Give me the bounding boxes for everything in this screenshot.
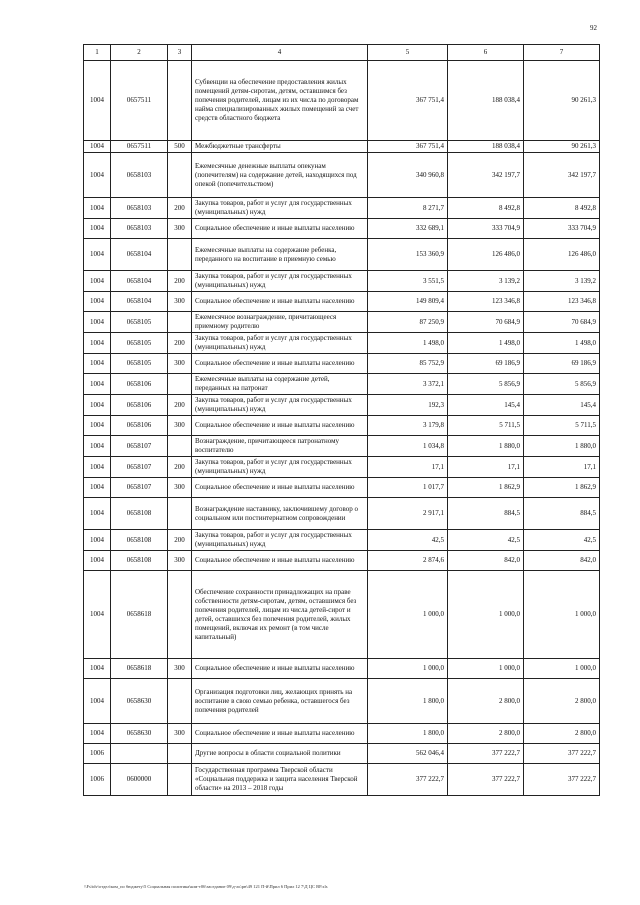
amount-year-2-cell: 145,4 — [448, 395, 524, 416]
amount-year-3-cell: 1 000,0 — [524, 571, 600, 659]
amount-year-1-cell: 3 372,1 — [368, 374, 448, 395]
amount-year-3-cell: 333 704,9 — [524, 219, 600, 239]
amount-year-3-cell: 69 186,9 — [524, 354, 600, 374]
target-article-code-cell: 0658103 — [111, 219, 168, 239]
table-row — [84, 333, 600, 354]
amount-year-1-cell: 1 017,7 — [368, 478, 448, 498]
amount-year-1-cell: 17,1 — [368, 457, 448, 478]
amount-year-2-cell: 342 197,7 — [448, 153, 524, 198]
table-row — [84, 416, 600, 436]
section-code-cell: 1004 — [84, 679, 111, 724]
expense-type-code-cell — [168, 764, 192, 796]
description-cell: Субвенции на обеспечение предоставления жилых помещений детям-сиротам, детям, оставшимся без попечения родителей, лицам из их числа по договорам найма специализированных жилых помещений за счет средств областного бюджета — [192, 61, 368, 141]
amount-year-1-cell: 1 000,0 — [368, 571, 448, 659]
amount-year-3-cell: 123 346,8 — [524, 292, 600, 312]
section-code-cell: 1004 — [84, 416, 111, 436]
amount-year-2-cell: 377 222,7 — [448, 764, 524, 796]
amount-year-2-cell: 842,0 — [448, 551, 524, 571]
section-code-cell: 1006 — [84, 744, 111, 764]
amount-year-3-cell: 377 222,7 — [524, 744, 600, 764]
description-cell: Социальное обеспечение и иные выплаты населению — [192, 478, 368, 498]
description-cell: Ежемесячное вознаграждение, причитающееся приемному родителю — [192, 312, 368, 333]
table-row — [84, 478, 600, 498]
description-cell: Социальное обеспечение и иные выплаты населению — [192, 292, 368, 312]
target-article-code-cell: 0658105 — [111, 312, 168, 333]
amount-year-3-cell: 17,1 — [524, 457, 600, 478]
amount-year-2-cell: 1 880,0 — [448, 436, 524, 457]
target-article-code-cell: 0658104 — [111, 292, 168, 312]
table-row — [84, 659, 600, 679]
expense-type-code-cell: 200 — [168, 271, 192, 292]
description-cell: Социальное обеспечение и иные выплаты населению — [192, 551, 368, 571]
section-code-cell: 1004 — [84, 551, 111, 571]
amount-year-3-cell: 70 684,9 — [524, 312, 600, 333]
amount-year-3-cell: 1 498,0 — [524, 333, 600, 354]
expense-type-code-cell — [168, 153, 192, 198]
target-article-code-cell: 0658108 — [111, 551, 168, 571]
table-row — [84, 457, 600, 478]
target-article-code-cell: 0658108 — [111, 498, 168, 530]
description-cell: Социальное обеспечение и иные выплаты населению — [192, 354, 368, 374]
table-row — [84, 271, 600, 292]
description-cell: Социальное обеспечение и иные выплаты населению — [192, 724, 368, 744]
section-code-cell: 1004 — [84, 198, 111, 219]
expense-type-code-cell: 300 — [168, 551, 192, 571]
description-cell: Ежемесячные выплаты на содержание детей, переданных на патронат — [192, 374, 368, 395]
amount-year-1-cell: 192,3 — [368, 395, 448, 416]
amount-year-1-cell: 42,5 — [368, 530, 448, 551]
description-cell: Закупка товаров, работ и услуг для государственных (муниципальных) нужд — [192, 198, 368, 219]
amount-year-2-cell: 188 038,4 — [448, 61, 524, 141]
expense-type-code-cell — [168, 374, 192, 395]
description-cell: Закупка товаров, работ и услуг для государственных (муниципальных) нужд — [192, 530, 368, 551]
description-cell: Социальное обеспечение и иные выплаты населению — [192, 416, 368, 436]
amount-year-1-cell: 1 034,8 — [368, 436, 448, 457]
target-article-code-cell: 0658105 — [111, 354, 168, 374]
description-cell: Другие вопросы в области социальной политики — [192, 744, 368, 764]
table-row — [84, 292, 600, 312]
expense-type-code-cell: 300 — [168, 219, 192, 239]
amount-year-2-cell: 69 186,9 — [448, 354, 524, 374]
table-row — [84, 141, 600, 153]
target-article-code-cell: 0658106 — [111, 395, 168, 416]
amount-year-2-cell: 17,1 — [448, 457, 524, 478]
table-row — [84, 498, 600, 530]
table-row — [84, 198, 600, 219]
description-cell: Социальное обеспечение и иные выплаты населению — [192, 219, 368, 239]
amount-year-3-cell: 377 222,7 — [524, 764, 600, 796]
section-code-cell: 1004 — [84, 374, 111, 395]
amount-year-1-cell: 367 751,4 — [368, 61, 448, 141]
amount-year-3-cell: 1 862,9 — [524, 478, 600, 498]
description-cell: Закупка товаров, работ и услуг для государственных (муниципальных) нужд — [192, 333, 368, 354]
amount-year-1-cell: 2 874,6 — [368, 551, 448, 571]
description-cell: Вознаграждение наставнику, заключившему договор о социальном или постинтернатном сопровождении — [192, 498, 368, 530]
table-row — [84, 724, 600, 744]
target-article-code-cell: 0657511 — [111, 141, 168, 153]
target-article-code-cell: 0658103 — [111, 198, 168, 219]
amount-year-1-cell: 153 360,9 — [368, 239, 448, 271]
description-cell: Ежемесячные выплаты на содержание ребенка, переданного на воспитание в приемную семью — [192, 239, 368, 271]
table-row — [84, 239, 600, 271]
column-header-7: 7 — [524, 45, 600, 61]
description-cell: Закупка товаров, работ и услуг для государственных (муниципальных) нужд — [192, 395, 368, 416]
table-row — [84, 395, 600, 416]
amount-year-3-cell: 1 000,0 — [524, 659, 600, 679]
amount-year-3-cell: 8 492,8 — [524, 198, 600, 219]
expense-type-code-cell: 300 — [168, 659, 192, 679]
expense-type-code-cell: 300 — [168, 724, 192, 744]
column-header-4: 4 — [192, 45, 368, 61]
section-code-cell: 1004 — [84, 61, 111, 141]
column-header-3: 3 — [168, 45, 192, 61]
table-row — [84, 764, 600, 796]
amount-year-2-cell: 8 492,8 — [448, 198, 524, 219]
target-article-code-cell: 0658618 — [111, 659, 168, 679]
expense-type-code-cell: 500 — [168, 141, 192, 153]
amount-year-1-cell: 2 917,1 — [368, 498, 448, 530]
table-row — [84, 61, 600, 141]
target-article-code-cell: 0658107 — [111, 478, 168, 498]
amount-year-1-cell: 332 689,1 — [368, 219, 448, 239]
amount-year-3-cell: 5 711,5 — [524, 416, 600, 436]
target-article-code-cell: 0658105 — [111, 333, 168, 354]
amount-year-2-cell: 2 800,0 — [448, 724, 524, 744]
amount-year-1-cell: 85 752,9 — [368, 354, 448, 374]
description-cell: Обеспечение сохранности принадлежащих на праве собственности детям-сиротам, детям, оставшимся без попечения родителей, лицам из числа детей-сирот и детей, оставшихся без попечения родителей, жилых помещений, включая их ремонт (в том числе капитальный) — [192, 571, 368, 659]
description-cell: Закупка товаров, работ и услуг для государственных (муниципальных) нужд — [192, 271, 368, 292]
target-article-code-cell: 0658107 — [111, 457, 168, 478]
amount-year-1-cell: 1 498,0 — [368, 333, 448, 354]
amount-year-3-cell: 842,0 — [524, 551, 600, 571]
amount-year-3-cell: 2 800,0 — [524, 724, 600, 744]
amount-year-3-cell: 5 856,9 — [524, 374, 600, 395]
amount-year-2-cell: 42,5 — [448, 530, 524, 551]
section-code-cell: 1004 — [84, 530, 111, 551]
expense-type-code-cell: 200 — [168, 198, 192, 219]
amount-year-2-cell: 333 704,9 — [448, 219, 524, 239]
column-header-5: 5 — [368, 45, 448, 61]
target-article-code-cell: 0658104 — [111, 271, 168, 292]
description-cell: Закупка товаров, работ и услуг для государственных (муниципальных) нужд — [192, 457, 368, 478]
amount-year-3-cell: 90 261,3 — [524, 61, 600, 141]
target-article-code-cell — [111, 744, 168, 764]
table-row — [84, 374, 600, 395]
section-code-cell: 1004 — [84, 457, 111, 478]
expense-type-code-cell — [168, 312, 192, 333]
table-row — [84, 436, 600, 457]
expense-type-code-cell — [168, 571, 192, 659]
expense-type-code-cell — [168, 239, 192, 271]
amount-year-2-cell: 1 498,0 — [448, 333, 524, 354]
section-code-cell: 1004 — [84, 659, 111, 679]
amount-year-3-cell: 1 880,0 — [524, 436, 600, 457]
amount-year-2-cell: 377 222,7 — [448, 744, 524, 764]
expense-type-code-cell — [168, 679, 192, 724]
target-article-code-cell: 0658106 — [111, 416, 168, 436]
section-code-cell: 1004 — [84, 498, 111, 530]
page-number: 92 — [590, 24, 597, 32]
expense-type-code-cell: 200 — [168, 395, 192, 416]
amount-year-1-cell: 1 800,0 — [368, 724, 448, 744]
amount-year-2-cell: 5 856,9 — [448, 374, 524, 395]
amount-year-1-cell: 8 271,7 — [368, 198, 448, 219]
amount-year-1-cell: 367 751,4 — [368, 141, 448, 153]
table-row — [84, 551, 600, 571]
table-row — [84, 354, 600, 374]
amount-year-3-cell: 3 139,2 — [524, 271, 600, 292]
column-header-2: 2 — [111, 45, 168, 61]
target-article-code-cell: 0658103 — [111, 153, 168, 198]
target-article-code-cell: 0658630 — [111, 679, 168, 724]
amount-year-1-cell: 1 800,0 — [368, 679, 448, 724]
target-article-code-cell: 0600000 — [111, 764, 168, 796]
amount-year-2-cell: 126 486,0 — [448, 239, 524, 271]
amount-year-2-cell: 2 800,0 — [448, 679, 524, 724]
amount-year-3-cell: 126 486,0 — [524, 239, 600, 271]
expense-type-code-cell — [168, 436, 192, 457]
table-row — [84, 530, 600, 551]
expense-type-code-cell: 300 — [168, 292, 192, 312]
amount-year-1-cell: 562 046,4 — [368, 744, 448, 764]
amount-year-2-cell: 1 000,0 — [448, 571, 524, 659]
budget-table — [83, 44, 600, 796]
amount-year-1-cell: 340 960,8 — [368, 153, 448, 198]
table-row — [84, 312, 600, 333]
section-code-cell: 1004 — [84, 219, 111, 239]
expense-type-code-cell: 300 — [168, 478, 192, 498]
description-cell: Социальное обеспечение и иные выплаты населению — [192, 659, 368, 679]
expense-type-code-cell: 200 — [168, 333, 192, 354]
table-row — [84, 153, 600, 198]
section-code-cell: 1004 — [84, 292, 111, 312]
expense-type-code-cell — [168, 61, 192, 141]
amount-year-1-cell: 149 809,4 — [368, 292, 448, 312]
section-code-cell: 1004 — [84, 354, 111, 374]
section-code-cell: 1004 — [84, 312, 111, 333]
amount-year-1-cell: 3 179,8 — [368, 416, 448, 436]
description-cell: Вознаграждение, причитающееся патронатному воспитателю — [192, 436, 368, 457]
target-article-code-cell: 0658106 — [111, 374, 168, 395]
amount-year-2-cell: 188 038,4 — [448, 141, 524, 153]
amount-year-1-cell: 3 551,5 — [368, 271, 448, 292]
table-row — [84, 219, 600, 239]
amount-year-1-cell: 377 222,7 — [368, 764, 448, 796]
expense-type-code-cell: 200 — [168, 530, 192, 551]
file-path-footer: \\Fs\tdv\отдел\ком_по бюджету\5 Социальная политика\ком-т06\заседание 09\д-ль\рн\49 121 П-й\Прил 6 Прил 12 7\Д ЦС ВР.xls — [84, 884, 328, 889]
section-code-cell: 1004 — [84, 333, 111, 354]
amount-year-3-cell: 884,5 — [524, 498, 600, 530]
table-row — [84, 571, 600, 659]
section-code-cell: 1004 — [84, 436, 111, 457]
column-header-6: 6 — [448, 45, 524, 61]
description-cell: Ежемесячные денежные выплаты опекунам (попечителям) на содержание детей, находящихся под опекой (попечительством) — [192, 153, 368, 198]
amount-year-3-cell: 2 800,0 — [524, 679, 600, 724]
table-row — [84, 744, 600, 764]
amount-year-2-cell: 70 684,9 — [448, 312, 524, 333]
target-article-code-cell: 0658108 — [111, 530, 168, 551]
amount-year-2-cell: 884,5 — [448, 498, 524, 530]
description-cell: Межбюджетные трансферты — [192, 141, 368, 153]
section-code-cell: 1004 — [84, 724, 111, 744]
amount-year-2-cell: 5 711,5 — [448, 416, 524, 436]
amount-year-1-cell: 87 250,9 — [368, 312, 448, 333]
amount-year-3-cell: 90 261,3 — [524, 141, 600, 153]
expense-type-code-cell — [168, 744, 192, 764]
section-code-cell: 1004 — [84, 141, 111, 153]
amount-year-2-cell: 1 000,0 — [448, 659, 524, 679]
amount-year-2-cell: 3 139,2 — [448, 271, 524, 292]
amount-year-1-cell: 1 000,0 — [368, 659, 448, 679]
target-article-code-cell: 0658630 — [111, 724, 168, 744]
section-code-cell: 1004 — [84, 239, 111, 271]
column-header-1: 1 — [84, 45, 111, 61]
table-row — [84, 679, 600, 724]
target-article-code-cell: 0658618 — [111, 571, 168, 659]
expense-type-code-cell: 300 — [168, 416, 192, 436]
section-code-cell: 1004 — [84, 395, 111, 416]
section-code-cell: 1004 — [84, 478, 111, 498]
expense-type-code-cell — [168, 498, 192, 530]
amount-year-3-cell: 42,5 — [524, 530, 600, 551]
target-article-code-cell: 0657511 — [111, 61, 168, 141]
amount-year-2-cell: 123 346,8 — [448, 292, 524, 312]
description-cell: Организация подготовки лиц, желающих принять на воспитание в свою семью ребенка, оставшегося без попечения родителей — [192, 679, 368, 724]
amount-year-3-cell: 342 197,7 — [524, 153, 600, 198]
expense-type-code-cell: 300 — [168, 354, 192, 374]
amount-year-3-cell: 145,4 — [524, 395, 600, 416]
target-article-code-cell: 0658104 — [111, 239, 168, 271]
section-code-cell: 1004 — [84, 571, 111, 659]
table-header-row — [84, 45, 600, 61]
amount-year-2-cell: 1 862,9 — [448, 478, 524, 498]
section-code-cell: 1004 — [84, 153, 111, 198]
description-cell: Государственная программа Тверской области «Социальная поддержка и защита населения Тверской области» на 2013 – 2018 годы — [192, 764, 368, 796]
target-article-code-cell: 0658107 — [111, 436, 168, 457]
expense-type-code-cell: 200 — [168, 457, 192, 478]
section-code-cell: 1006 — [84, 764, 111, 796]
section-code-cell: 1004 — [84, 271, 111, 292]
